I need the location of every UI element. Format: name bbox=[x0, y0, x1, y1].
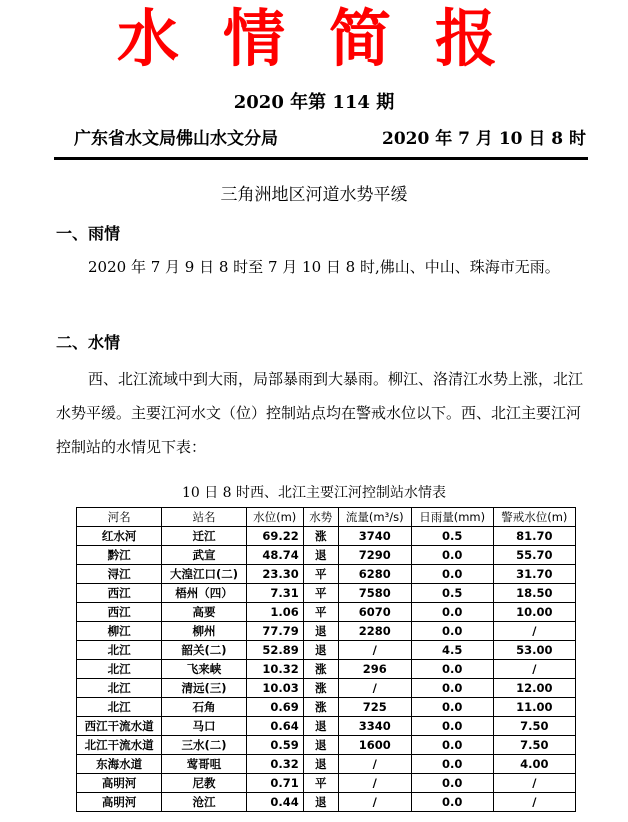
cell-warning-level: 10.00 bbox=[493, 603, 575, 622]
section-paragraph-water: 西、北江流域中到大雨，局部暴雨到大暴雨。柳江、洛清江水势上涨，北江水势平缓。主要江河水文（位）控制站点均在警戒水位以下。西、北江主要江河控制站的水情见下表： bbox=[56, 370, 584, 456]
cell-water-level: 0.44 bbox=[246, 793, 303, 812]
cell-flow: / bbox=[338, 755, 411, 774]
cell-flow: 6070 bbox=[338, 603, 411, 622]
cell-river: 柳江 bbox=[77, 622, 162, 641]
cell-water-level: 77.79 bbox=[246, 622, 303, 641]
cell-water-level: 7.31 bbox=[246, 584, 303, 603]
cell-station: 韶关(二) bbox=[162, 641, 246, 660]
cell-river: 红水河 bbox=[77, 527, 162, 546]
cell-warning-level: / bbox=[493, 774, 575, 793]
headline: 三角洲地区河道水势平缓 bbox=[220, 185, 408, 205]
cell-daily-rain: 0.0 bbox=[411, 717, 493, 736]
cell-river: 高明河 bbox=[77, 774, 162, 793]
cell-daily-rain: 0.5 bbox=[411, 584, 493, 603]
cell-water-level: 48.74 bbox=[246, 546, 303, 565]
cell-station: 武宣 bbox=[162, 546, 246, 565]
water-level-table bbox=[76, 507, 576, 812]
cell-daily-rain: 0.0 bbox=[411, 679, 493, 698]
table-row bbox=[77, 698, 576, 717]
cell-trend: 平 bbox=[303, 774, 338, 793]
table-row bbox=[77, 603, 576, 622]
organization-name: 广东省水文局佛山水文分局 bbox=[74, 129, 278, 149]
cell-water-level: 0.32 bbox=[246, 755, 303, 774]
cell-station: 柳州 bbox=[162, 622, 246, 641]
cell-river: 西江 bbox=[77, 584, 162, 603]
cell-trend: 平 bbox=[303, 584, 338, 603]
cell-flow: / bbox=[338, 641, 411, 660]
table-row bbox=[77, 679, 576, 698]
cell-station: 三水(二) bbox=[162, 736, 246, 755]
cell-station: 高要 bbox=[162, 603, 246, 622]
table-row bbox=[77, 584, 576, 603]
cell-trend: 退 bbox=[303, 755, 338, 774]
cell-warning-level: 55.70 bbox=[493, 546, 575, 565]
header-divider bbox=[54, 157, 588, 160]
header-river: 河名 bbox=[77, 508, 162, 527]
cell-daily-rain: 0.0 bbox=[411, 755, 493, 774]
cell-daily-rain: 0.0 bbox=[411, 793, 493, 812]
cell-warning-level: 53.00 bbox=[493, 641, 575, 660]
table-row bbox=[77, 546, 576, 565]
cell-water-level: 23.30 bbox=[246, 565, 303, 584]
cell-river: 黔江 bbox=[77, 546, 162, 565]
cell-flow: 7580 bbox=[338, 584, 411, 603]
cell-river: 北江 bbox=[77, 660, 162, 679]
cell-daily-rain: 4.5 bbox=[411, 641, 493, 660]
cell-trend: 涨 bbox=[303, 527, 338, 546]
cell-warning-level: / bbox=[493, 793, 575, 812]
cell-daily-rain: 0.0 bbox=[411, 660, 493, 679]
header-water-level: 水位(m) bbox=[246, 508, 303, 527]
cell-river: 高明河 bbox=[77, 793, 162, 812]
table-header-row bbox=[77, 508, 576, 527]
section-heading-water: 二、水情 bbox=[56, 333, 121, 352]
cell-trend: 退 bbox=[303, 622, 338, 641]
cell-water-level: 69.22 bbox=[246, 527, 303, 546]
header-station: 站名 bbox=[162, 508, 246, 527]
cell-station: 尼教 bbox=[162, 774, 246, 793]
cell-flow: 7290 bbox=[338, 546, 411, 565]
header-flow: 流量(m³/s) bbox=[338, 508, 411, 527]
table-row bbox=[77, 622, 576, 641]
cell-trend: 退 bbox=[303, 736, 338, 755]
cell-trend: 涨 bbox=[303, 698, 338, 717]
table-caption: 10 日 8 时西、北江主要江河控制站水情表 bbox=[181, 485, 447, 501]
cell-water-level: 52.89 bbox=[246, 641, 303, 660]
cell-river: 浔江 bbox=[77, 565, 162, 584]
cell-flow: 3740 bbox=[338, 527, 411, 546]
section-heading-rain: 一、雨情 bbox=[56, 224, 121, 243]
cell-trend: 退 bbox=[303, 641, 338, 660]
cell-warning-level: 7.50 bbox=[493, 736, 575, 755]
table-row bbox=[77, 527, 576, 546]
cell-station: 马口 bbox=[162, 717, 246, 736]
header-warning-level: 警戒水位(m) bbox=[493, 508, 575, 527]
cell-river: 东海水道 bbox=[77, 755, 162, 774]
cell-daily-rain: 0.0 bbox=[411, 698, 493, 717]
cell-water-level: 0.64 bbox=[246, 717, 303, 736]
cell-station: 沧江 bbox=[162, 793, 246, 812]
cell-warning-level: / bbox=[493, 660, 575, 679]
cell-warning-level: 18.50 bbox=[493, 584, 575, 603]
cell-daily-rain: 0.0 bbox=[411, 736, 493, 755]
cell-daily-rain: 0.0 bbox=[411, 774, 493, 793]
cell-flow: / bbox=[338, 679, 411, 698]
cell-trend: 涨 bbox=[303, 679, 338, 698]
cell-river: 北江干流水道 bbox=[77, 736, 162, 755]
cell-trend: 平 bbox=[303, 565, 338, 584]
table-row bbox=[77, 717, 576, 736]
cell-warning-level: 12.00 bbox=[493, 679, 575, 698]
cell-station: 莺哥咀 bbox=[162, 755, 246, 774]
table-row bbox=[77, 755, 576, 774]
header-daily-rain: 日雨量(mm) bbox=[411, 508, 493, 527]
table-row bbox=[77, 793, 576, 812]
cell-station: 迁江 bbox=[162, 527, 246, 546]
masthead-title: 水情简报 bbox=[116, 2, 541, 75]
cell-river: 北江 bbox=[77, 641, 162, 660]
cell-river: 北江 bbox=[77, 679, 162, 698]
cell-flow: 725 bbox=[338, 698, 411, 717]
cell-trend: 退 bbox=[303, 546, 338, 565]
cell-trend: 平 bbox=[303, 603, 338, 622]
cell-trend: 涨 bbox=[303, 660, 338, 679]
cell-station: 石角 bbox=[162, 698, 246, 717]
cell-trend: 退 bbox=[303, 717, 338, 736]
cell-warning-level: 81.70 bbox=[493, 527, 575, 546]
cell-station: 飞来峡 bbox=[162, 660, 246, 679]
cell-daily-rain: 0.0 bbox=[411, 565, 493, 584]
cell-daily-rain: 0.0 bbox=[411, 622, 493, 641]
cell-flow: 1600 bbox=[338, 736, 411, 755]
cell-flow: 6280 bbox=[338, 565, 411, 584]
cell-station: 清远(三) bbox=[162, 679, 246, 698]
header-trend: 水势 bbox=[303, 508, 338, 527]
cell-flow: 296 bbox=[338, 660, 411, 679]
cell-warning-level: 4.00 bbox=[493, 755, 575, 774]
table-row bbox=[77, 565, 576, 584]
cell-flow: / bbox=[338, 793, 411, 812]
table-row bbox=[77, 641, 576, 660]
cell-station: 大湟江口(二) bbox=[162, 565, 246, 584]
cell-river: 西江干流水道 bbox=[77, 717, 162, 736]
cell-warning-level: / bbox=[493, 622, 575, 641]
section-paragraph-rain: 2020 年 7 月 9 日 8 时至 7 月 10 日 8 时,佛山、中山、珠海市无雨。 bbox=[88, 258, 560, 276]
table-row bbox=[77, 660, 576, 679]
issue-number: 2020 年第 114 期 bbox=[233, 92, 395, 113]
cell-water-level: 0.71 bbox=[246, 774, 303, 793]
cell-daily-rain: 0.0 bbox=[411, 603, 493, 622]
cell-water-level: 10.03 bbox=[246, 679, 303, 698]
table-row bbox=[77, 736, 576, 755]
cell-water-level: 10.32 bbox=[246, 660, 303, 679]
cell-warning-level: 7.50 bbox=[493, 717, 575, 736]
cell-station: 梧州（四） bbox=[162, 584, 246, 603]
cell-river: 西江 bbox=[77, 603, 162, 622]
table-row bbox=[77, 774, 576, 793]
cell-flow: 2280 bbox=[338, 622, 411, 641]
cell-water-level: 0.59 bbox=[246, 736, 303, 755]
cell-warning-level: 31.70 bbox=[493, 565, 575, 584]
cell-flow: 3340 bbox=[338, 717, 411, 736]
cell-water-level: 1.06 bbox=[246, 603, 303, 622]
cell-river: 北江 bbox=[77, 698, 162, 717]
cell-warning-level: 11.00 bbox=[493, 698, 575, 717]
cell-flow: / bbox=[338, 774, 411, 793]
cell-daily-rain: 0.5 bbox=[411, 527, 493, 546]
cell-trend: 退 bbox=[303, 793, 338, 812]
cell-water-level: 0.69 bbox=[246, 698, 303, 717]
cell-daily-rain: 0.0 bbox=[411, 546, 493, 565]
report-date: 2020 年 7 月 10 日 8 时 bbox=[382, 129, 587, 149]
